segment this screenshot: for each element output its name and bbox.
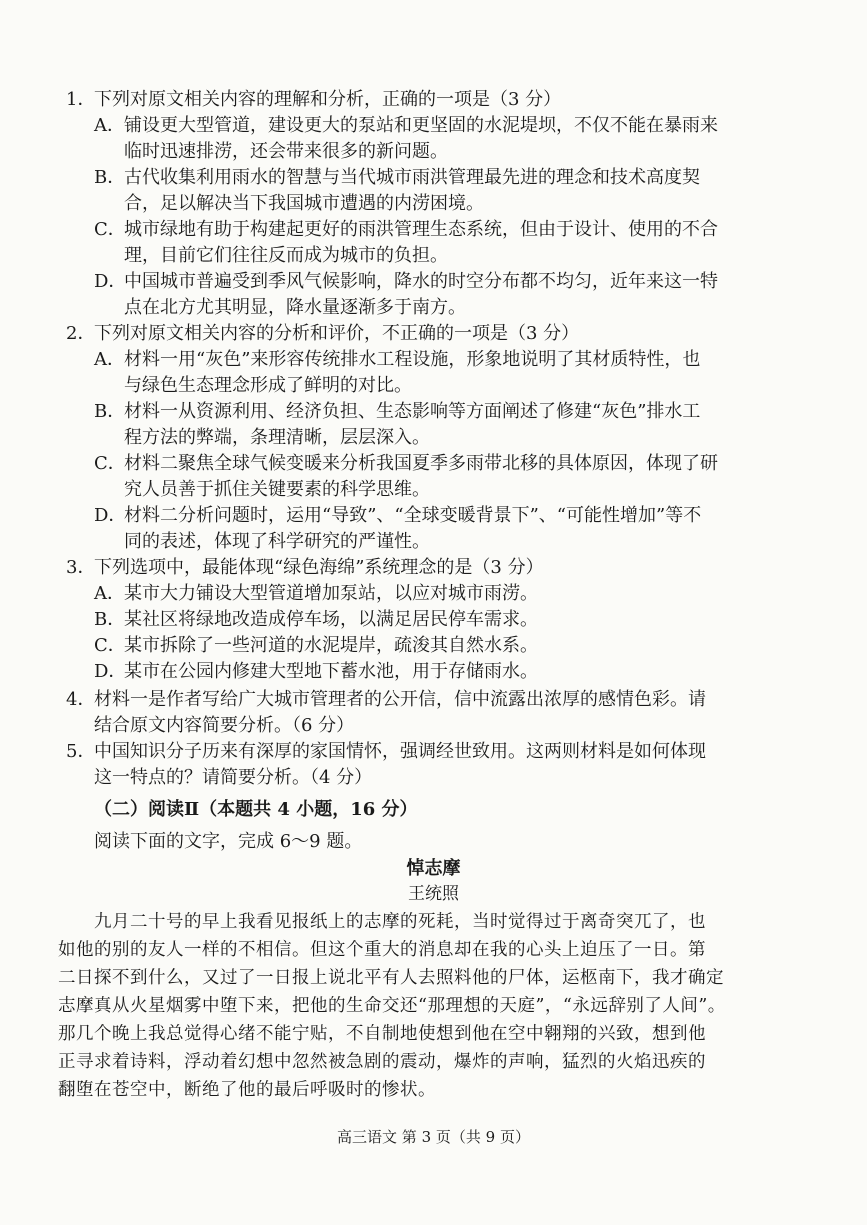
option-letter: C． (94, 453, 126, 474)
option-letter: C． (94, 635, 126, 656)
question-number: 1． (66, 89, 96, 110)
option-text: 材料一用“灰色”来形容传统排水工程设施，形象地说明了其材质特性，也 (124, 349, 701, 370)
question-number: 3． (66, 557, 96, 578)
option-text: 中国城市普遍受到季风气候影响，降水的时空分布都不均匀，近年来这一特 (124, 271, 718, 292)
option-text: 城市绿地有助于构建起更好的雨洪管理生态系统，但由于设计、使用的不合 (124, 219, 718, 240)
question-number: 5． (66, 741, 96, 762)
page-footer: 高三语文 第 3 页（共 9 页） (337, 1128, 530, 1146)
article-line: 如他的别的友人一样的不相信。但这个重大的消息却在我的心头上迫压了一日。第 (58, 940, 706, 960)
question-stem: 下列对原文相关内容的分析和评价，不正确的一项是（3 分） (94, 323, 580, 344)
option-text: 某市大力铺设大型管道增加泵站，以应对城市雨涝。 (124, 583, 538, 604)
option-letter: A． (94, 115, 125, 136)
article-line: 正寻求着诗料，浮动着幻想中忽然被急剧的震动，爆炸的声响，猛烈的火焰迅疾的 (58, 1052, 706, 1072)
question-text: 结合原文内容简要分析。（6 分） (94, 715, 355, 736)
option-text: 铺设更大型管道，建设更大的泵站和更坚固的水泥堤坝，不仅不能在暴雨来 (124, 115, 718, 136)
option-text: 某市在公园内修建大型地下蓄水池，用于存储雨水。 (124, 661, 538, 682)
option-text: 材料二分析问题时，运用“导致”、“全球变暖背景下”、“可能性增加”等不 (124, 505, 702, 526)
option-text: 某社区将绿地改造成停车场，以满足居民停车需求。 (124, 609, 538, 630)
question-number: 2． (66, 323, 96, 344)
option-text: 究人员善于抓住关键要素的科学思维。 (124, 479, 430, 500)
option-letter: B． (94, 167, 126, 188)
option-letter: B． (94, 401, 126, 422)
option-text: 某市拆除了一些河道的水泥堤岸，疏浚其自然水系。 (124, 635, 538, 656)
option-text: 材料一从资源利用、经济负担、生态影响等方面阐述了修建“灰色”排水工 (124, 401, 701, 422)
option-text: 临时迅速排涝，还会带来很多的新问题。 (124, 141, 448, 162)
reading-instruction: 阅读下面的文字，完成 6～9 题。 (94, 831, 363, 852)
option-letter: A． (94, 349, 125, 370)
option-text: 理，目前它们往往反而成为城市的负担。 (124, 245, 448, 266)
option-text: 同的表述，体现了科学研究的严谨性。 (124, 531, 430, 552)
article-author: 王统照 (408, 884, 459, 904)
question-stem: 下列对原文相关内容的理解和分析，正确的一项是（3 分） (94, 89, 562, 110)
option-text: 程方法的弊端，条理清晰，层层深入。 (124, 427, 430, 448)
question-number: 4． (66, 689, 96, 710)
question-text: 这一特点的？请简要分析。（4 分） (94, 767, 373, 788)
option-letter: D． (94, 661, 127, 682)
option-text: 与绿色生态理念形成了鲜明的对比。 (124, 375, 412, 396)
article-line: 志摩真从火星烟雾中堕下来，把他的生命交还“那理想的天庭”，“永远辞别了人间”。 (58, 996, 726, 1016)
option-text: 点在北方尤其明显，降水量逐渐多于南方。 (124, 297, 466, 318)
article-line: 翻堕在苍空中，断绝了他的最后呼吸时的惨状。 (58, 1080, 436, 1100)
article-line: 二日探不到什么，又过了一日报上说北平有人去照料他的尸体，运柩南下，我才确定 (58, 968, 724, 988)
option-text: 合，足以解决当下我国城市遭遇的内涝困境。 (124, 193, 484, 214)
option-letter: B． (94, 609, 126, 630)
section-heading: （二）阅读Ⅱ（本题共 4 小题，16 分） (94, 799, 418, 820)
article-line: 那几个晚上我总觉得心绪不能宁贴，不自制地使想到他在空中翱翔的兴致，想到他 (58, 1024, 706, 1044)
article-title: 悼志摩 (406, 858, 461, 879)
question-stem: 下列选项中，最能体现“绿色海绵”系统理念的是（3 分） (94, 557, 544, 578)
option-letter: D． (94, 505, 127, 526)
option-text: 古代收集利用雨水的智慧与当代城市雨洪管理最先进的理念和技术高度契 (124, 167, 700, 188)
option-letter: C． (94, 219, 126, 240)
article-line: 九月二十号的早上我看见报纸上的志摩的死耗，当时觉得过于离奇突兀了，也 (94, 912, 706, 932)
option-text: 材料二聚焦全球气候变暖来分析我国夏季多雨带北移的具体原因，体现了研 (124, 453, 718, 474)
question-text: 中国知识分子历来有深厚的家国情怀，强调经世致用。这两则材料是如何体现 (94, 741, 706, 762)
option-letter: A． (94, 583, 125, 604)
option-letter: D． (94, 271, 127, 292)
question-text: 材料一是作者写给广大城市管理者的公开信，信中流露出浓厚的感情色彩。请 (94, 689, 706, 710)
